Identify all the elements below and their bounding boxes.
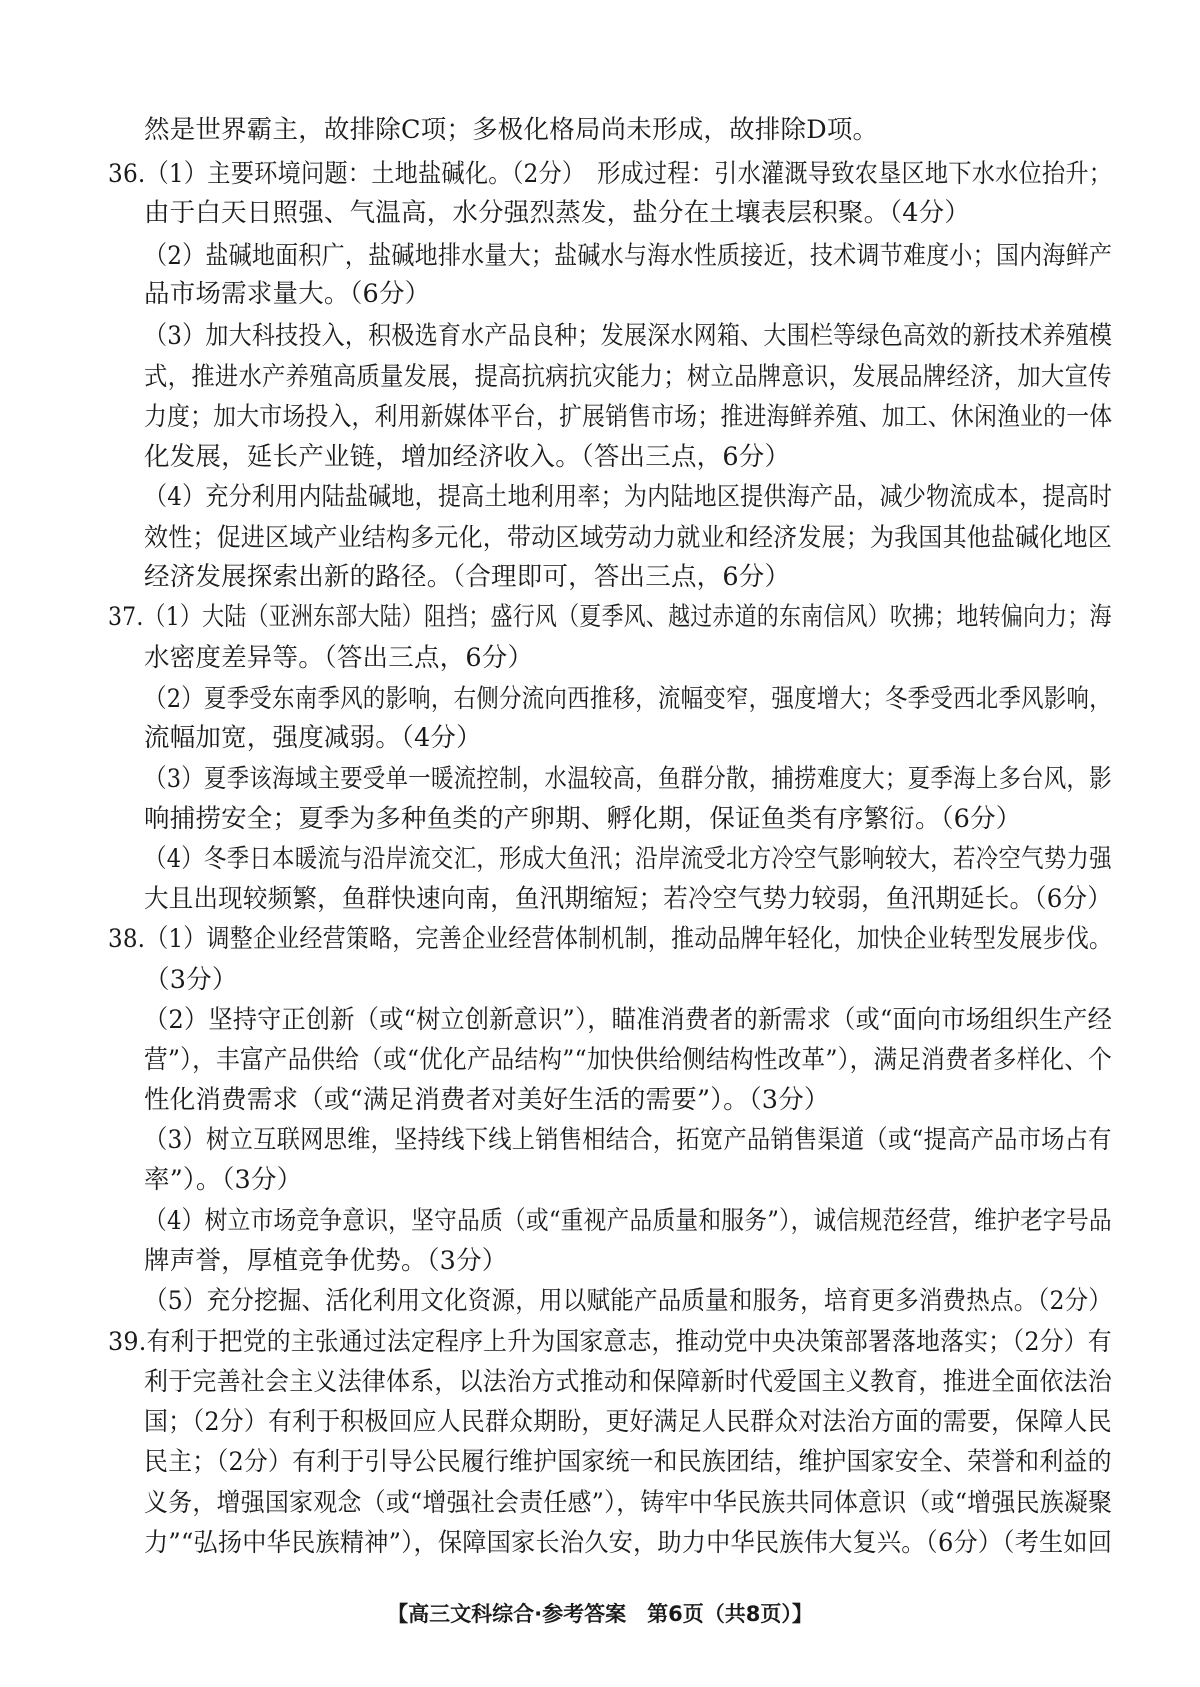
text-line: 营”），丰富产品供给（或“优化产品结构”“加快供给侧结构性改革”），满足消费者多样化、个 bbox=[144, 1045, 1112, 1075]
text-line: （4）冬季日本暖流与沿岸流交汇，形成大鱼汛；沿岸流受北方冷空气影响较大，若冷空气势力强 bbox=[144, 844, 1112, 874]
question-36-line: 36.（1）主要环境问题：土地盐碱化。（2分） 形成过程：引水灌溉导致农垦区地下水水位抬升； bbox=[108, 159, 1113, 189]
text-line: （3）树立互联网思维，坚持线下线上销售相结合，拓宽产品销售渠道（或“提高产品市场占有 bbox=[144, 1125, 1112, 1155]
text-line: 式，推进水产养殖高质量发展，提高抗病抗灾能力；树立品牌意识，发展品牌经济，加大宣传 bbox=[144, 362, 1112, 392]
text-line: （2）夏季受东南季风的影响，右侧分流向西推移，流幅变窄，强度增大；冬季受西北季风影响， bbox=[144, 684, 1112, 714]
text-line: 利于完善社会主义法律体系，以法治方式推动和保障新时代爱国主义教育，推进全面依法治 bbox=[144, 1367, 1112, 1397]
text-line: 率”）。（3分） bbox=[144, 1165, 303, 1195]
text-line: 力度；加大市场投入，利用新媒体平台，扩展销售市场；推进海鲜养殖、加工、休闲渔业的一体 bbox=[144, 402, 1113, 432]
text-line: 经济发展探索出新的路径。（合理即可，答出三点，6分） bbox=[144, 562, 791, 592]
text-line: （4）树立市场竞争意识，坚守品质（或“重视产品质量和服务”），诚信规范经营，维护老字号品 bbox=[144, 1206, 1112, 1236]
text-line: 由于白天日照强、气温高，水分强烈蒸发，盐分在土壤表层积聚。（4分） bbox=[144, 198, 971, 228]
text-line: 响捕捞安全；夏季为多种鱼类的产卵期、孵化期，保证鱼类有序繁衍。（6分） bbox=[144, 804, 1022, 834]
text-line: （3）夏季该海域主要受单一暖流控制，水温较高，鱼群分散，捕捞难度大；夏季海上多台风，影 bbox=[144, 764, 1112, 794]
text-line: 国；（2分）有利于积极回应人民群众期盼，更好满足人民群众对法治方面的需要，保障人民 bbox=[144, 1407, 1112, 1437]
text-line: （3分） bbox=[144, 965, 238, 995]
text-line: 牌声誉，厚植竞争优势。（3分） bbox=[144, 1246, 508, 1276]
question-38-line: 38.（1）调整企业经营策略，完善企业经营体制机制，推动品牌年轻化，加快企业转型发展步伐。 bbox=[108, 924, 1113, 954]
text-line: 化发展，延长产业链，增加经济收入。（答出三点，6分） bbox=[144, 442, 791, 472]
text-line: （3）加大科技投入，积极选育水产品良种；发展深水网箱、大围栏等绿色高效的新技术养殖模 bbox=[144, 321, 1113, 351]
text-line: 然是世界霸主，故排除C项；多极化格局尚未形成，故排除D项。 bbox=[144, 115, 879, 145]
text-line: 民主；（2分）有利于引导公民履行维护国家统一和民族团结，维护国家安全、荣誉和利益的 bbox=[144, 1447, 1112, 1477]
question-39-line: 39.有利于把党的主张通过法定程序上升为国家意志，推动党中央决策部署落地落实；（2分）有 bbox=[108, 1327, 1112, 1357]
text-line: 义务，增强国家观念（或“增强社会责任感”），铸牢中华民族共同体意识（或“增强民族凝聚 bbox=[144, 1488, 1113, 1518]
text-line: 性化消费需求（或“满足消费者对美好生活的需要”）。（3分） bbox=[144, 1085, 830, 1115]
text-line: （4）充分利用内陆盐碱地，提高土地利用率；为内陆地区提供海产品，减少物流成本，提高时 bbox=[144, 482, 1113, 512]
text-line: 流幅加宽，强度减弱。（4分） bbox=[144, 723, 482, 753]
text-line: （5）充分挖掘、活化利用文化资源，用以赋能产品质量和服务，培育更多消费热点。（2分） bbox=[144, 1286, 1113, 1316]
text-line: 力”“弘扬中华民族精神”），保障国家长治久安，助力中华民族伟大复兴。（6分）（考生如回 bbox=[144, 1528, 1113, 1558]
text-line: 水密度差异等。（答出三点，6分） bbox=[144, 643, 534, 673]
text-line: 大且出现较频繁，鱼群快速向南，鱼汛期缩短；若冷空气势力较弱，鱼汛期延长。（6分） bbox=[144, 884, 1112, 914]
question-37-line: 37.（1）大陆（亚洲东部大陆）阻挡；盛行风（夏季风、越过赤道的东南信风）吹拂；地转偏向力；海 bbox=[108, 602, 1112, 632]
text-line: （2）盐碱地面积广，盐碱地排水量大；盐碱水与海水性质接近，技术调节难度小；国内海鲜产 bbox=[144, 241, 1113, 271]
text-line: 效性；促进区域产业结构多元化，带动区域劳动力就业和经济发展；为我国其他盐碱化地区 bbox=[144, 523, 1112, 553]
text-line: 品市场需求量大。（6分） bbox=[144, 279, 431, 309]
page-footer: 【高三文科综合·参考答案 第6页（共8页）】 bbox=[387, 1602, 813, 1626]
text-line: （2）坚持守正创新（或“树立创新意识”），瞄准消费者的新需求（或“面向市场组织生产经 bbox=[144, 1005, 1112, 1035]
